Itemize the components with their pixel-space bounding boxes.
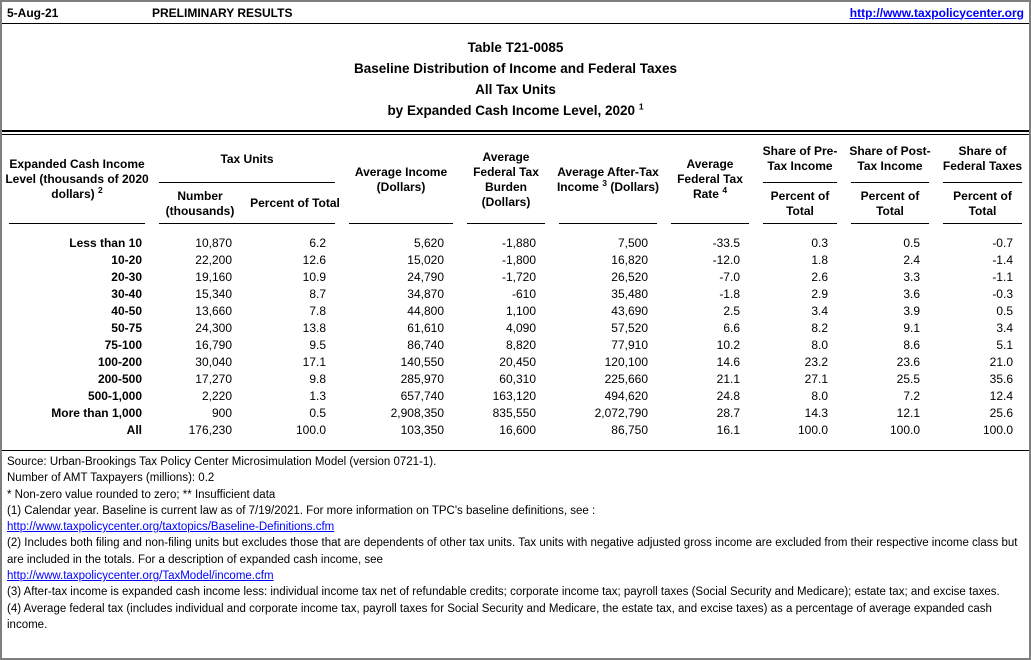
row-value: 3.4 <box>996 320 1013 335</box>
footnote-link[interactable]: http://www.taxpolicycenter.org/TaxModel/income.cfm <box>7 570 274 583</box>
row-value: -1.1 <box>992 269 1013 284</box>
data-table <box>2 135 1029 450</box>
site-link[interactable]: http://www.taxpolicycenter.org <box>849 5 1024 20</box>
row-value: -610 <box>511 286 536 301</box>
row-label: 30-40 <box>111 286 142 301</box>
col-header-average-federal-tax-rate <box>664 135 756 224</box>
row-value: 10.2 <box>716 337 740 352</box>
footnote-link[interactable]: http://www.taxpolicycenter.org/taxtopics/Baseline-Definitions.cfm <box>7 521 335 534</box>
row-value: 17,270 <box>195 371 232 386</box>
row-value: 44,800 <box>407 303 444 318</box>
row-value: -0.7 <box>992 235 1013 250</box>
footnote-text: Source: Urban-Brookings Tax Policy Center Microsimulation Model (version 0721-1). <box>7 456 437 468</box>
row-label: 100-200 <box>97 354 142 369</box>
row-value: 21.0 <box>989 354 1013 369</box>
row-value: 1,100 <box>505 303 536 318</box>
table-body <box>2 224 1029 450</box>
row-value: 225,660 <box>604 371 648 386</box>
row-value: 8,820 <box>505 337 536 352</box>
row-value: 900 <box>211 405 232 420</box>
row-value: 2.6 <box>811 269 828 284</box>
footnote-ref-2: 2 <box>97 185 103 195</box>
table-row <box>2 387 1029 404</box>
table-row <box>2 268 1029 285</box>
row-value: 16,600 <box>499 422 536 437</box>
row-label: 500-1,000 <box>87 388 142 403</box>
row-value: 6.6 <box>723 320 740 335</box>
row-value: 26,520 <box>611 269 648 284</box>
row-value: 16.1 <box>716 422 740 437</box>
row-value: 3.9 <box>903 303 920 318</box>
footnote-text: (1) Calendar year. Baseline is current law as of 7/19/2021. For more information on TPC's baseline definitions, see : <box>7 504 596 517</box>
col-header-percent-of-total: Percent of Total <box>936 183 1029 224</box>
table-row <box>2 285 1029 302</box>
row-value: 15,340 <box>195 286 232 301</box>
row-value: 28.7 <box>716 405 740 420</box>
row-value: 24,790 <box>407 269 444 284</box>
row-value: -1,880 <box>501 235 536 250</box>
income-level-header-text: Expanded Cash Income Level (thousands of 2020 dollars) <box>5 157 149 201</box>
footnote-ref-3: 3 <box>602 177 608 188</box>
row-value: 16,790 <box>195 337 232 352</box>
row-value: 23.2 <box>804 354 828 369</box>
row-value: 100.0 <box>889 422 920 437</box>
col-header-share-pretax-income: Share of Pre-Tax Income <box>756 135 844 183</box>
subtitle-text: by Expanded Cash Income Level, 2020 <box>387 103 636 118</box>
row-value: 19,160 <box>195 269 232 284</box>
row-value: 5,620 <box>413 235 444 250</box>
row-value: 2.4 <box>903 252 920 267</box>
row-value: 0.3 <box>811 235 828 250</box>
col-header-income-level <box>2 135 152 224</box>
row-value: 15,020 <box>407 252 444 267</box>
footnotes <box>2 451 1029 633</box>
row-value: -7.0 <box>719 269 740 284</box>
row-value: 100.0 <box>797 422 828 437</box>
row-value: 8.0 <box>811 337 828 352</box>
row-value: 100.0 <box>982 422 1013 437</box>
row-value: -0.3 <box>992 286 1013 301</box>
row-value: 12.1 <box>896 405 920 420</box>
after-tax-header-text: Average After-Tax Income <box>556 164 659 194</box>
row-value: 16,820 <box>611 252 648 267</box>
row-label: 40-50 <box>111 303 142 318</box>
row-value: 5.1 <box>996 337 1013 352</box>
row-value: 285,970 <box>400 371 444 386</box>
col-header-share-posttax-income: Share of Post-Tax Income <box>844 135 936 183</box>
row-value: 4,090 <box>505 320 536 335</box>
after-tax-header-units: (Dollars) <box>610 179 660 194</box>
table-row <box>2 251 1029 268</box>
table-header <box>2 135 1029 224</box>
row-value: 657,740 <box>400 388 444 403</box>
table-row <box>2 336 1029 353</box>
table-row <box>2 302 1029 319</box>
row-value: 0.5 <box>309 405 326 420</box>
row-value: 60,310 <box>499 371 536 386</box>
row-label: All <box>126 422 142 437</box>
footnote-line <box>7 519 1023 535</box>
row-value: 35,480 <box>611 286 648 301</box>
row-value: 9.8 <box>309 371 326 386</box>
row-value: 0.5 <box>903 235 920 250</box>
row-value: 8.2 <box>811 320 828 335</box>
table-row <box>2 319 1029 336</box>
row-value: 7,500 <box>617 235 648 250</box>
row-label: Less than 10 <box>69 235 142 250</box>
table-row <box>2 353 1029 370</box>
row-value: 27.1 <box>804 371 828 386</box>
row-label: 75-100 <box>104 337 142 352</box>
row-value: 2,908,350 <box>390 405 444 420</box>
row-value: 8.6 <box>903 337 920 352</box>
row-value: 2,072,790 <box>594 405 648 420</box>
row-value: 21.1 <box>716 371 740 386</box>
col-header-percent-of-total: Percent of Total <box>756 183 844 224</box>
row-label: 200-500 <box>97 371 142 386</box>
title-block <box>2 24 1029 130</box>
row-value: 30,040 <box>195 354 232 369</box>
row-value: 77,910 <box>611 337 648 352</box>
row-value: -1.4 <box>992 252 1013 267</box>
row-value: 57,520 <box>611 320 648 335</box>
row-value: 25.5 <box>896 371 920 386</box>
footnote-text: * Non-zero value rounded to zero; ** Insufficient data <box>7 488 276 501</box>
col-header-share-federal-taxes: Share of Federal Taxes <box>936 135 1029 183</box>
table-number-title: Table T21-0085 <box>467 40 564 55</box>
col-header-average-federal-tax-burden: Average Federal Tax Burden (Dollars) <box>460 135 552 224</box>
row-value: -1.8 <box>719 286 740 301</box>
row-value: 10,870 <box>195 235 232 250</box>
row-value: 14.6 <box>716 354 740 369</box>
row-value: 20,450 <box>499 354 536 369</box>
row-value: 163,120 <box>492 388 536 403</box>
row-label: 10-20 <box>111 252 142 267</box>
row-value: 1.3 <box>309 388 326 403</box>
row-value: 0.5 <box>996 303 1013 318</box>
table-row <box>2 421 1029 450</box>
row-value: 8.0 <box>811 388 828 403</box>
col-header-average-income: Average Income (Dollars) <box>342 135 460 224</box>
row-value: 494,620 <box>604 388 648 403</box>
row-value: 25.6 <box>989 405 1013 420</box>
row-label: 20-30 <box>111 269 142 284</box>
footnote-text: (4) Average federal tax (includes individual and corporate income tax, payroll taxes for Social Security and Medicare, the estate tax, and excise taxes) as a percentage of average expanded cash income. <box>7 602 992 631</box>
row-value: 176,230 <box>188 422 232 437</box>
row-value: 9.5 <box>309 337 326 352</box>
row-value: 2,220 <box>201 388 232 403</box>
row-value: 3.6 <box>903 286 920 301</box>
col-header-percent-of-total: Percent of Total <box>844 183 936 224</box>
row-value: 1.8 <box>811 252 828 267</box>
row-value: 9.1 <box>903 320 920 335</box>
date-label: 5-Aug-21 <box>7 5 59 20</box>
col-header-average-after-tax-income <box>552 135 664 224</box>
footnote-text: (3) After-tax income is expanded cash income less: individual income tax net of refundable credits; corporate income tax; payroll taxes (Social Security and Medicare); estate tax; and excise taxes. <box>7 586 1000 599</box>
row-value: 140,550 <box>400 354 444 369</box>
row-value: 12.6 <box>302 252 326 267</box>
tax-rate-header-text: Average Federal Tax Rate <box>677 157 743 201</box>
table-row <box>2 370 1029 387</box>
footnote-ref-4: 4 <box>722 185 728 195</box>
row-label: 50-75 <box>111 320 142 335</box>
row-value: 100.0 <box>295 422 326 437</box>
row-value: 24,300 <box>195 320 232 335</box>
footnote-ref-1: 1 <box>638 101 644 112</box>
row-value: -12.0 <box>712 252 740 267</box>
row-value: 43,690 <box>611 303 648 318</box>
row-value: 24.8 <box>716 388 740 403</box>
row-value: 22,200 <box>195 252 232 267</box>
table-subtitle-2 <box>2 100 1029 121</box>
top-bar <box>2 2 1029 24</box>
footnote-text: Number of AMT Taxpayers (millions): 0.2 <box>7 472 215 485</box>
row-value: 14.3 <box>804 405 828 420</box>
row-value: 103,350 <box>400 422 444 437</box>
footnote-text: (2) Includes both filing and non-filing units but excludes those that are dependents of other tax units. Tax units with negative adjusted gross income are excluded from their respective income class but are included in the totals. For a description of expanded cash income, see <box>7 537 1018 566</box>
row-value: 835,550 <box>492 405 536 420</box>
col-group-tax-units: Tax Units <box>152 135 342 183</box>
row-value: 120,100 <box>604 354 648 369</box>
row-value: -1,800 <box>501 252 536 267</box>
row-value: 3.3 <box>903 269 920 284</box>
row-value: 10.9 <box>302 269 326 284</box>
table-title: Baseline Distribution of Income and Federal Taxes <box>353 61 678 76</box>
row-value: 13,660 <box>195 303 232 318</box>
row-value: -1,720 <box>501 269 536 284</box>
row-value: 23.6 <box>896 354 920 369</box>
row-value: 2.9 <box>811 286 828 301</box>
row-value: 86,740 <box>407 337 444 352</box>
col-header-percent-of-total: Percent of Total <box>248 183 342 224</box>
row-value: 2.5 <box>723 303 740 318</box>
row-value: 8.7 <box>309 286 326 301</box>
row-value: 86,750 <box>611 422 648 437</box>
row-value: 12.4 <box>989 388 1013 403</box>
preliminary-results-label: PRELIMINARY RESULTS <box>152 5 293 20</box>
row-value: -33.5 <box>712 235 740 250</box>
row-label: More than 1,000 <box>51 405 142 420</box>
row-value: 34,870 <box>407 286 444 301</box>
row-value: 6.2 <box>309 235 326 250</box>
row-value: 61,610 <box>407 320 444 335</box>
table-subtitle: All Tax Units <box>475 82 556 97</box>
table-row <box>2 224 1029 251</box>
row-value: 3.4 <box>811 303 828 318</box>
table-row <box>2 404 1029 421</box>
row-value: 17.1 <box>302 354 326 369</box>
row-value: 35.6 <box>989 371 1013 386</box>
row-value: 7.2 <box>903 388 920 403</box>
row-value: 13.8 <box>302 320 326 335</box>
row-value: 7.8 <box>309 303 326 318</box>
footnote-line <box>7 568 1023 584</box>
col-header-number-thousands: Number (thousands) <box>152 183 248 224</box>
